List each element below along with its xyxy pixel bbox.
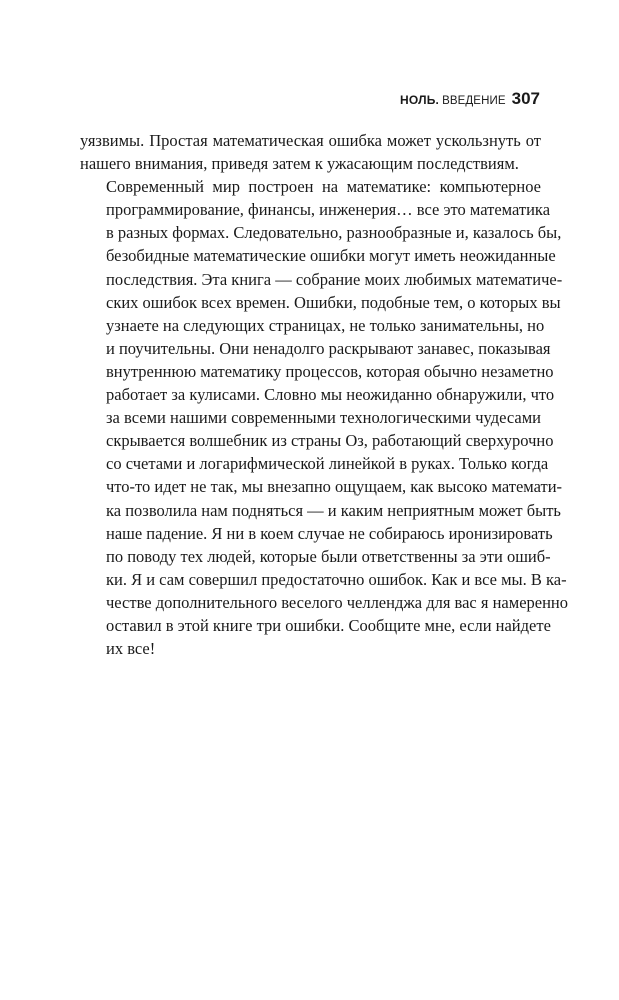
text-line: за всеми нашими современными технологическими чудесами [106, 408, 541, 428]
text-line: наше падение. Я ни в коем случае не собираюсь иронизировать [106, 523, 553, 543]
text-line: ки. Я и сам совершил предостаточно ошибок. Как и все мы. В ка- [106, 569, 567, 589]
text-line: работает за кулисами. Словно мы неожиданно обнаружили, что [106, 385, 555, 405]
text-line: ка позволила нам подняться — и каким неприятным может быть [106, 500, 561, 520]
text-line: нашего внимания, приведя затем к ужасающим последствиям. [80, 154, 519, 174]
chapter-label: НОЛЬ. [400, 93, 440, 107]
section-label: ВВЕДЕНИЕ [442, 95, 506, 107]
text-line: по поводу тех людей, которые были ответственны за эти ошиб- [106, 546, 551, 566]
text-line: что-то идет не так, мы внезапно ощущаем, как высоко математи- [106, 477, 563, 497]
text-line: Современный мир построен на математике: компьютерное [106, 177, 541, 197]
text-line: скрывается волшебник из страны Оз, работающий сверхурочно [106, 431, 554, 451]
paragraph-continuation [80, 129, 541, 175]
text-line: честве дополнительного веселого челленджа для вас я намеренно [106, 592, 568, 612]
text-line: их все! [106, 639, 156, 659]
text-line: ских ошибок всех времен. Ошибки, подобные тем, о которых вы [106, 292, 561, 312]
text-line: программирование, финансы, инженерия… все это математика [106, 200, 551, 220]
text-line: последствия. Эта книга — собрание моих любимых математиче- [106, 269, 563, 289]
running-head [400, 89, 540, 109]
body-text [80, 129, 568, 660]
text-line: узнаете на следующих страницах, не только занимательны, но [106, 315, 545, 335]
text-line: внутреннюю математику процессов, которая обычно незаметно [106, 361, 554, 381]
text-line: безобидные математические ошибки могут иметь неожиданные [106, 246, 556, 266]
text-line: и поучительны. Они ненадолго раскрывают занавес, показывая [106, 338, 551, 358]
text-line: со счетами и логарифмической линейкой в руках. Только когда [106, 454, 549, 474]
page-number: 307 [511, 89, 540, 108]
text-line: уязвимы. Простая математическая ошибка может ускользнуть от [80, 131, 541, 150]
text-line: в разных формах. Следовательно, разнообразные и, казалось бы, [106, 223, 562, 243]
text-line: оставил в этой книге три ошибки. Сообщите мне, если найдете [106, 615, 551, 635]
paragraph-main [80, 175, 568, 660]
